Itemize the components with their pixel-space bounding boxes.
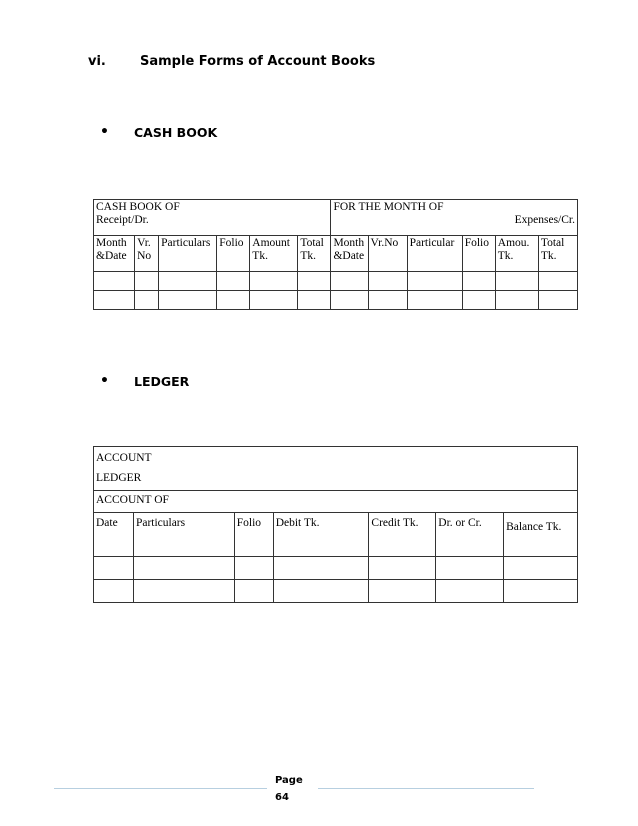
- header-amount-cr: Amou. Tk.: [495, 236, 538, 272]
- ledger-account: ACCOUNT: [96, 452, 152, 464]
- bullet-label-ledger: LEDGER: [134, 374, 190, 389]
- table-row: [94, 557, 578, 580]
- header-month-date-cr: Month &Date: [331, 236, 368, 272]
- cash-book-title-cell: [94, 200, 331, 236]
- cash-book-month-cell: [331, 200, 578, 236]
- header-date: Date: [94, 513, 134, 557]
- cash-book-month: FOR THE MONTH OF: [333, 201, 444, 213]
- header-vr-no-cr: Vr.No: [368, 236, 407, 272]
- cash-book-form: [93, 199, 578, 310]
- header-total: Total Tk.: [298, 236, 331, 272]
- ledger-account-cell: [94, 447, 578, 491]
- ledger-account-of: ACCOUNT OF: [94, 491, 578, 513]
- table-row: [94, 580, 578, 603]
- header-folio-cr: Folio: [462, 236, 495, 272]
- footer-divider-left: [54, 788, 267, 789]
- header-amount: Amount Tk.: [250, 236, 298, 272]
- header-particulars: Particulars: [159, 236, 217, 272]
- cash-book-expenses: Expenses/Cr.: [514, 214, 575, 226]
- header-total-cr: Total Tk.: [538, 236, 577, 272]
- section-title: Sample Forms of Account Books: [140, 54, 376, 69]
- header-dr-cr: Dr. or Cr.: [436, 513, 504, 557]
- ledger-label: LEDGER: [96, 472, 142, 484]
- section-number: vi.: [88, 54, 106, 69]
- header-month-date: Month &Date: [94, 236, 135, 272]
- bullet-label-cash-book: CASH BOOK: [134, 125, 218, 140]
- page-label: Page: [275, 775, 303, 786]
- footer-divider-right: [318, 788, 534, 789]
- header-folio: Folio: [234, 513, 273, 557]
- header-credit: Credit Tk.: [369, 513, 436, 557]
- page-number: 64: [275, 792, 289, 803]
- page-indicator: [275, 772, 303, 806]
- cash-book-receipt: Receipt/Dr.: [96, 214, 149, 226]
- ledger-form: [93, 446, 578, 603]
- header-particular-cr: Particular: [407, 236, 462, 272]
- table-row: [94, 272, 578, 291]
- bullet-icon: •: [100, 124, 109, 140]
- header-particulars: Particulars: [133, 513, 234, 557]
- cash-book-title: CASH BOOK OF: [96, 201, 180, 213]
- header-folio: Folio: [217, 236, 250, 272]
- header-debit: Debit Tk.: [273, 513, 369, 557]
- header-balance: Balance Tk.: [504, 513, 578, 557]
- header-vr-no: Vr. No: [135, 236, 159, 272]
- table-row: [94, 291, 578, 310]
- bullet-icon: •: [100, 373, 109, 389]
